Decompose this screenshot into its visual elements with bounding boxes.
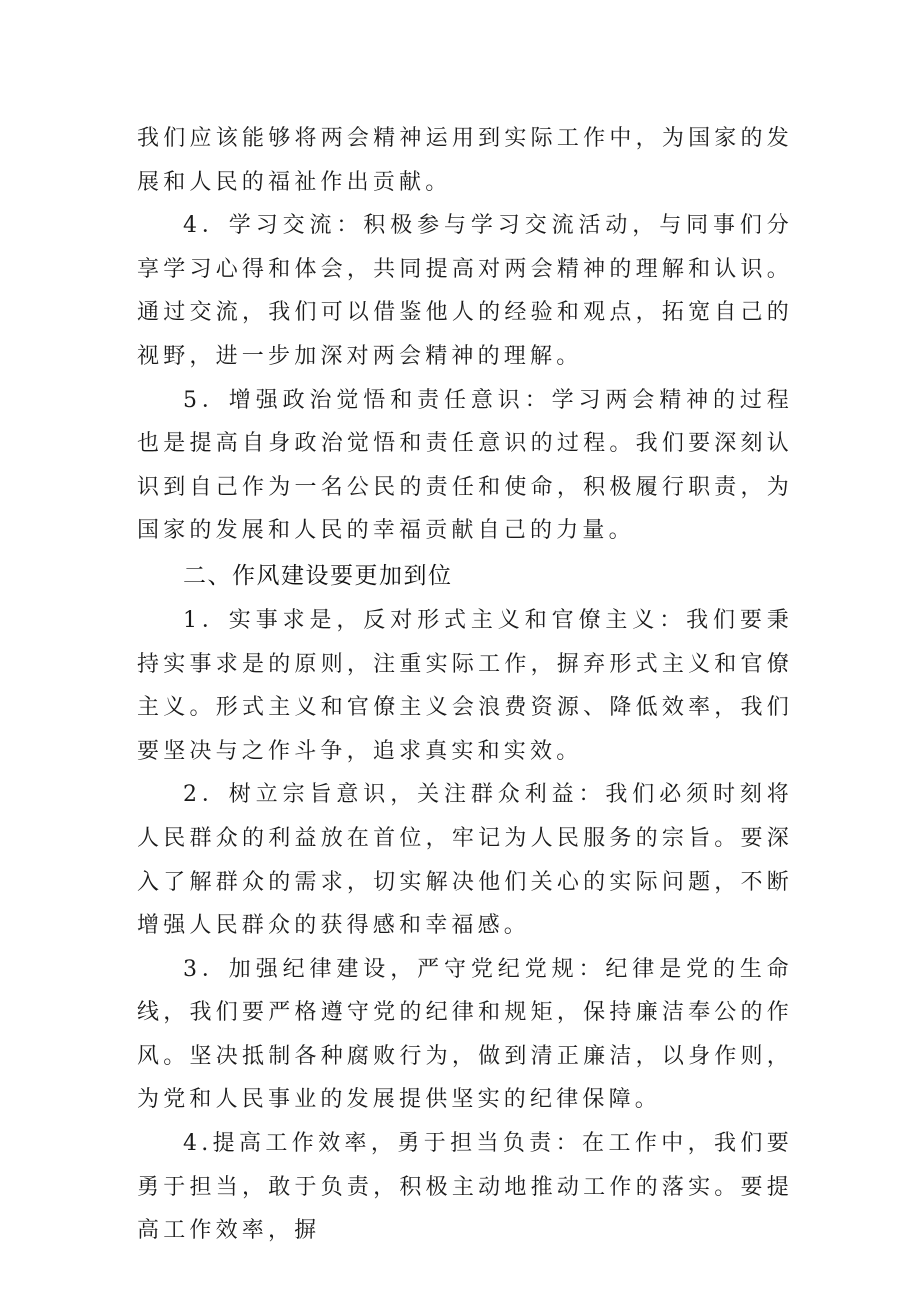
paragraph-continuation: 我们应该能够将两会精神运用到实际工作中，为国家的发展和人民的福祉作出贡献。 [137,126,793,195]
paragraph-item-1-seek-truth: 1．实事求是，反对形式主义和官僚主义：我们要秉持实事求是的原则，注重实际工作，摒弃形式主义和官僚主义。形式主义和官僚主义会浪费资源、降低效率，我们要坚决与之作斗争，追求真实和实效。 [137,607,793,764]
paragraph-item-2-purpose-awareness: 2．树立宗旨意识，关注群众利益：我们必须时刻将人民群众的利益放在首位，牢记为人民服务的宗旨。要深入了解群众的需求，切实解决他们关心的实际问题，不断增强人民群众的获得感和幸福感。 [137,782,793,939]
paragraph-item-3-discipline: 3．加强纪律建设，严守党纪党规：纪律是党的生命线，我们要严格遵守党的纪律和规矩，保持廉洁奉公的作风。坚决抵制各种腐败行为，做到清正廉洁，以身作则，为党和人民事业的发展提供坚实的纪律保障。 [137,956,793,1113]
section-heading-work-style: 二、作风建设要更加到位 [183,562,453,589]
paragraph-item-4-efficiency: 4.提高工作效率，勇于担当负责：在工作中，我们要勇于担当，敢于负责，积极主动地推动工作的落实。要提高工作效率，摒 [137,1131,793,1244]
paragraph-item-4-study-exchange: 4．学习交流：积极参与学习交流活动，与同事们分享学习心得和体会，共同提高对两会精神的理解和认识。通过交流，我们可以借鉴他人的经验和观点，拓宽自己的视野，进一步加深对两会精神的理解。 [137,213,793,369]
paragraph-item-5-political-awareness: 5．增强政治觉悟和责任意识：学习两会精神的过程也是提高自身政治觉悟和责任意识的过程。我们要深刻认识到自己作为一名公民的责任和使命，积极履行职责，为国家的发展和人民的幸福贡献自己的力量。 [137,387,793,544]
document-body [137,117,793,1253]
